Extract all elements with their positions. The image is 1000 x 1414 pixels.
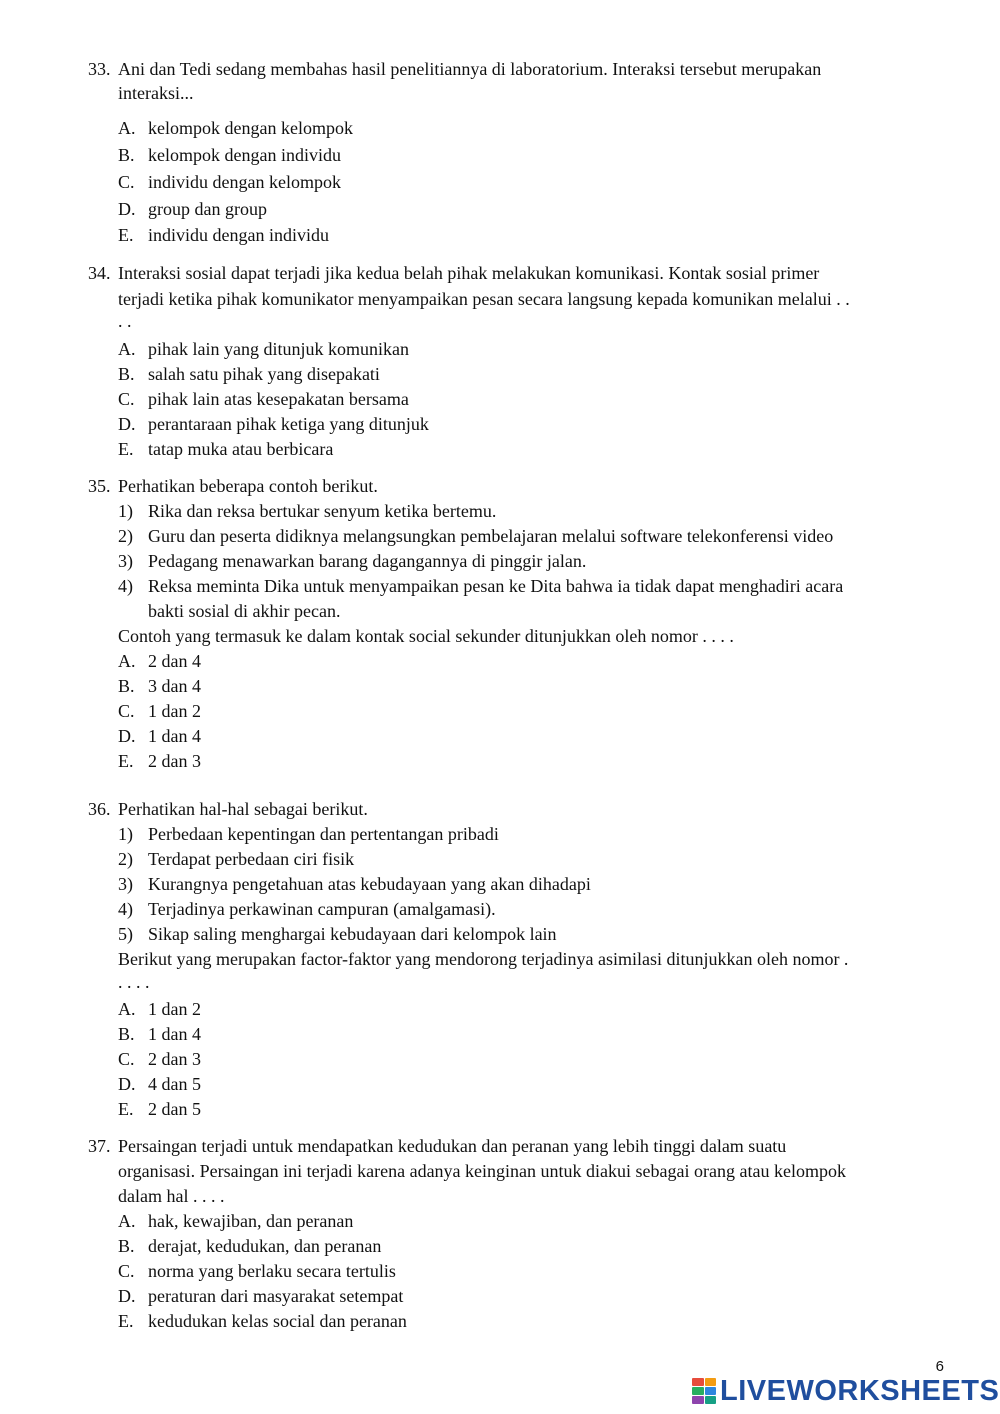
option-text: 1 dan 4 [148, 1024, 201, 1044]
option-text: 1 dan 2 [148, 999, 201, 1019]
option-label: C. [118, 1261, 135, 1281]
question-number: 37. [88, 1136, 111, 1156]
question-stem-line: Perhatikan beberapa contoh berikut. [118, 476, 378, 496]
item-text: Perbedaan kepentingan dan pertentangan pribadi [148, 824, 499, 844]
question-37 [88, 1135, 948, 1335]
option-text: kelompok dengan individu [148, 145, 341, 165]
logo-block [692, 1396, 704, 1404]
logo-block [692, 1378, 704, 1386]
question-33 [88, 58, 948, 248]
logo-block [705, 1378, 717, 1386]
option-text: perantaraan pihak ketiga yang ditunjuk [148, 414, 429, 434]
question-34 [88, 262, 948, 462]
option-text: individu dengan kelompok [148, 172, 341, 192]
item-text: Sikap saling menghargai kebudayaan dari kelompok lain [148, 924, 557, 944]
question-stem-line: . . [118, 311, 132, 331]
item-label: 5) [118, 924, 133, 944]
item-text: Terdapat perbedaan ciri fisik [148, 849, 355, 869]
option-label: E. [118, 225, 134, 245]
option-label: D. [118, 1286, 136, 1306]
item-label: 4) [118, 576, 133, 596]
option-text: norma yang berlaku secara tertulis [148, 1261, 396, 1281]
option-label: B. [118, 364, 135, 384]
option-text: derajat, kedudukan, dan peranan [148, 1236, 382, 1256]
question-36 [88, 798, 948, 1123]
item-text: Rika dan reksa bertukar senyum ketika bertemu. [148, 501, 497, 521]
option-label: D. [118, 414, 136, 434]
question-stem-line: Interaksi sosial dapat terjadi jika kedua belah pihak melakukan komunikasi. Kontak sosial primer [118, 263, 820, 283]
option-label: E. [118, 751, 134, 771]
item-label: 3) [118, 874, 133, 894]
option-label: A. [118, 999, 136, 1019]
option-text: 2 dan 5 [148, 1099, 201, 1119]
item-label: 1) [118, 501, 133, 521]
option-label: A. [118, 1211, 136, 1231]
question-stem-line: Ani dan Tedi sedang membahas hasil penelitiannya di laboratorium. Interaksi tersebut merupakan [118, 59, 822, 79]
item-label: 4) [118, 899, 133, 919]
logo-block [705, 1387, 717, 1395]
option-label: E. [118, 1099, 134, 1119]
option-text: hak, kewajiban, dan peranan [148, 1211, 354, 1231]
question-35 [88, 475, 948, 775]
option-text: pihak lain atas kesepakatan bersama [148, 389, 409, 409]
option-text: 4 dan 5 [148, 1074, 201, 1094]
option-label: E. [118, 1311, 134, 1331]
option-text: kedudukan kelas social dan peranan [148, 1311, 407, 1331]
item-text-continued: bakti sosial di akhir pecan. [148, 601, 341, 621]
option-text: 2 dan 3 [148, 1049, 201, 1069]
item-text: Reksa meminta Dika untuk menyampaikan pesan ke Dita bahwa ia tidak dapat menghadiri acara [148, 576, 844, 596]
option-text: pihak lain yang ditunjuk komunikan [148, 339, 409, 359]
option-text: 1 dan 2 [148, 701, 201, 721]
question-stem-line: dalam hal . . . . [118, 1186, 225, 1206]
option-text: 2 dan 4 [148, 651, 201, 671]
question-prompt: Contoh yang termasuk ke dalam kontak social sekunder ditunjukkan oleh nomor . . . . [118, 626, 734, 646]
option-label: A. [118, 118, 136, 138]
option-label: A. [118, 339, 136, 359]
question-stem-line: interaksi... [118, 83, 194, 103]
option-text: salah satu pihak yang disepakati [148, 364, 380, 384]
question-prompt: Berikut yang merupakan factor-faktor yang mendorong terjadinya asimilasi ditunjukkan oleh nomor . [118, 949, 849, 969]
option-label: B. [118, 145, 135, 165]
question-number: 36. [88, 799, 111, 819]
option-text: group dan group [148, 199, 267, 219]
question-stem-line: organisasi. Persaingan ini terjadi karena adanya keinginan untuk diakui sebagai orang atau kelompok [118, 1161, 846, 1181]
option-label: D. [118, 199, 136, 219]
question-stem-line: Persaingan terjadi untuk mendapatkan kedudukan dan peranan yang lebih tinggi dalam suatu [118, 1136, 787, 1156]
option-label: E. [118, 439, 134, 459]
item-label: 2) [118, 526, 133, 546]
question-number: 33. [88, 59, 111, 79]
option-label: B. [118, 676, 135, 696]
option-label: C. [118, 172, 135, 192]
option-label: D. [118, 726, 136, 746]
option-text: kelompok dengan kelompok [148, 118, 353, 138]
option-label: C. [118, 701, 135, 721]
question-stem-line: terjadi ketika pihak komunikator menyampaikan pesan secara langsung kepada komunikan melalui . . [118, 289, 850, 309]
option-text: 2 dan 3 [148, 751, 201, 771]
question-number: 35. [88, 476, 111, 496]
question-stem-line: Perhatikan hal-hal sebagai berikut. [118, 799, 368, 819]
option-label: B. [118, 1236, 135, 1256]
item-text: Kurangnya pengetahuan atas kebudayaan yang akan dihadapi [148, 874, 591, 894]
option-text: tatap muka atau berbicara [148, 439, 334, 459]
item-text: Terjadinya perkawinan campuran (amalgamasi). [148, 899, 496, 919]
logo-block [705, 1396, 717, 1404]
option-text: 1 dan 4 [148, 726, 201, 746]
logo-text: LIVEWORKSHEETS [720, 1374, 1000, 1407]
option-label: A. [118, 651, 136, 671]
option-label: C. [118, 1049, 135, 1069]
logo-block [692, 1387, 704, 1395]
option-text: 3 dan 4 [148, 676, 201, 696]
option-label: C. [118, 389, 135, 409]
item-label: 1) [118, 824, 133, 844]
option-text: peraturan dari masyarakat setempat [148, 1286, 404, 1306]
liveworksheets-logo[interactable] [692, 1374, 999, 1408]
item-text: Guru dan peserta didiknya melangsungkan pembelajaran melalui software telekonferensi video [148, 526, 834, 546]
question-prompt: . . . . [118, 972, 150, 992]
option-text: individu dengan individu [148, 225, 329, 245]
page-number: 6 [935, 1358, 944, 1375]
option-label: D. [118, 1074, 136, 1094]
liveworksheets-logo-icon [692, 1378, 716, 1404]
item-label: 3) [118, 551, 133, 571]
option-label: B. [118, 1024, 135, 1044]
item-text: Pedagang menawarkan barang dagangannya di pinggir jalan. [148, 551, 587, 571]
question-number: 34. [88, 263, 111, 283]
item-label: 2) [118, 849, 133, 869]
